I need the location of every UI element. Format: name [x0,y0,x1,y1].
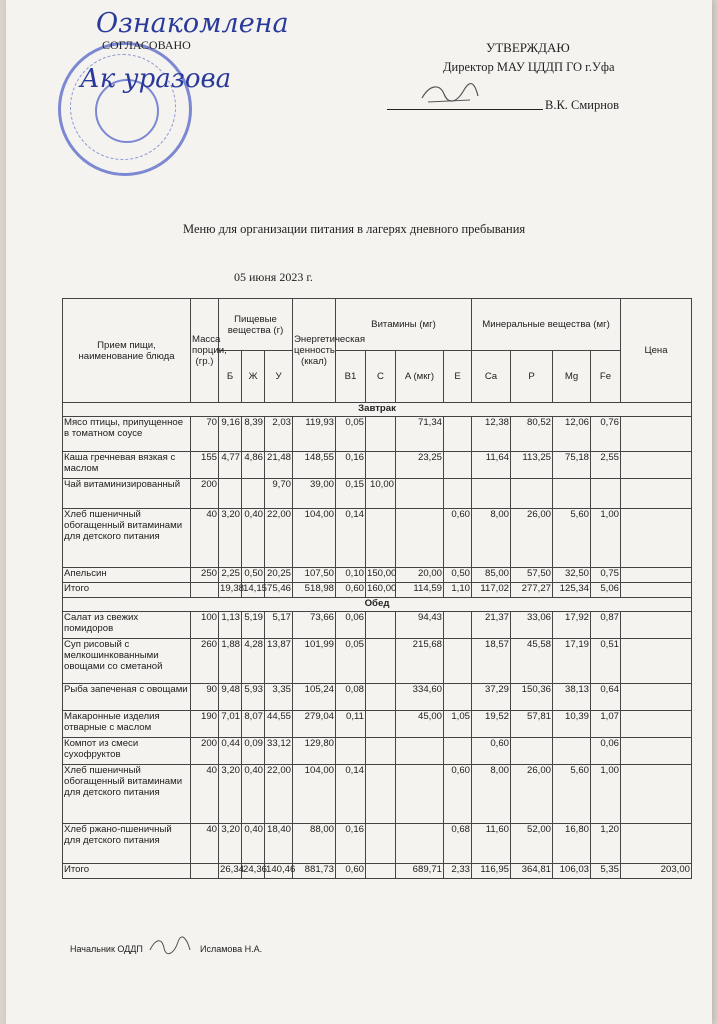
table-cell: 0,60 [444,765,472,824]
table-cell [511,479,553,509]
table-cell: 1,05 [444,711,472,738]
table-row [63,684,692,711]
table-cell [621,711,692,738]
table-cell: 1,10 [444,583,472,598]
table-cell: 881,73 [293,864,336,879]
table-cell: 5,60 [553,765,591,824]
table-cell: 3,35 [265,684,293,711]
table-cell: 20,25 [265,568,293,583]
table-cell: 8,39 [242,417,265,452]
table-cell: 5,06 [591,583,621,598]
header-price: Цена [621,299,692,403]
header-ca: Ca [472,351,511,403]
table-cell: 0,87 [591,612,621,639]
table-cell: 203,00 [621,864,692,879]
header-a: A (мкг) [396,351,444,403]
table-cell: 0,75 [591,568,621,583]
approve-label: УТВЕРЖДАЮ [486,40,570,55]
table-cell: 155 [191,452,219,479]
table-cell: 518,98 [293,583,336,598]
table-cell: 0,44 [219,738,242,765]
section-title: Завтрак [63,403,692,417]
round-stamp [58,42,192,176]
table-cell: 0,14 [336,509,366,568]
dish-name: Компот из смеси сухофруктов [63,738,191,765]
table-cell: 88,00 [293,824,336,864]
table-cell: 85,00 [472,568,511,583]
table-cell: 1,88 [219,639,242,684]
table-cell: 12,06 [553,417,591,452]
header-minerals: Минеральные вещества (мг) [472,299,621,351]
table-cell: 26,00 [511,765,553,824]
table-cell [444,417,472,452]
table-cell: 0,68 [444,824,472,864]
dish-name: Хлеб пшеничный обогащенный витаминами для детского питания [63,765,191,824]
table-row [63,479,692,509]
table-cell: 57,50 [511,568,553,583]
table-cell: 129,80 [293,738,336,765]
table-cell: 260 [191,639,219,684]
menu-table [62,298,692,879]
header-fe: Fe [591,351,621,403]
table-cell: 40 [191,824,219,864]
table-cell [366,612,396,639]
table-cell: 0,60 [472,738,511,765]
chief-signature [148,936,192,956]
table-cell: 5,93 [242,684,265,711]
table-cell [366,765,396,824]
table-row [63,612,692,639]
table-cell: 107,50 [293,568,336,583]
table-cell [444,612,472,639]
dish-name: Мясо птицы, припущенное в томатном соусе [63,417,191,452]
table-cell [366,824,396,864]
table-row [63,824,692,864]
header-vitamins: Витамины (мг) [336,299,472,351]
table-cell [511,738,553,765]
table-cell: 9,48 [219,684,242,711]
table-cell: 0,05 [336,639,366,684]
table-cell [621,824,692,864]
table-cell [444,684,472,711]
table-cell: 364,81 [511,864,553,879]
table-cell: 19,52 [472,711,511,738]
table-cell: 90 [191,684,219,711]
header-mass: Масса порции, (гр.) [191,299,219,403]
table-cell [396,824,444,864]
table-cell: 150,00 [366,568,396,583]
table-cell: 190 [191,711,219,738]
table-cell: 0,40 [242,765,265,824]
table-cell: 140,46 [265,864,293,879]
table-cell: 33,12 [265,738,293,765]
table-cell: 148,55 [293,452,336,479]
table-cell: 0,40 [242,824,265,864]
table-cell: 57,81 [511,711,553,738]
table-cell: 334,60 [396,684,444,711]
table-cell [242,479,265,509]
section-row [63,403,692,417]
table-cell: 80,52 [511,417,553,452]
table-cell: 70 [191,417,219,452]
table-cell: 33,06 [511,612,553,639]
document-title: Меню для организации питания в лагерях дневного пребывания [183,222,526,236]
table-cell: 0,50 [242,568,265,583]
table-row [63,864,692,879]
table-cell: 10,39 [553,711,591,738]
dish-name: Каша гречневая вязкая с маслом [63,452,191,479]
director-name: В.К. Смирнов [545,98,620,112]
table-cell: 101,99 [293,639,336,684]
table-cell: 0,64 [591,684,621,711]
header-u: У [265,351,293,403]
table-row [63,583,692,598]
table-cell: 200 [191,738,219,765]
table-cell: 1,20 [591,824,621,864]
handwritten-signature: Ак уразова [80,64,232,94]
director-signature [420,80,480,108]
table-cell [553,479,591,509]
table-cell [396,509,444,568]
header-nutrients: Пищевые вещества (г) [219,299,293,351]
table-cell: 5,35 [591,864,621,879]
table-row [63,568,692,583]
table-cell: 0,06 [336,612,366,639]
table-cell: 104,00 [293,509,336,568]
table-cell [621,639,692,684]
table-cell: 0,16 [336,452,366,479]
table-cell: 0,09 [242,738,265,765]
table-cell: 117,02 [472,583,511,598]
table-cell: 100 [191,612,219,639]
dish-name: Хлеб пшеничный обогащенный витаминами для детского питания [63,509,191,568]
table-cell: 0,11 [336,711,366,738]
table-cell [366,738,396,765]
table-cell: 150,36 [511,684,553,711]
table-cell [444,639,472,684]
table-cell: 21,48 [265,452,293,479]
table-cell: 17,92 [553,612,591,639]
table-cell: 26,00 [511,509,553,568]
table-cell: 1,07 [591,711,621,738]
table-cell [621,684,692,711]
table-cell [366,509,396,568]
table-cell [219,479,242,509]
table-cell: 0,14 [336,765,366,824]
header-energy: Энергетическая ценность (ккал) [293,299,336,403]
table-cell: 116,95 [472,864,511,879]
header-e: E [444,351,472,403]
table-cell: 4,28 [242,639,265,684]
table-cell: 3,20 [219,824,242,864]
table-cell: 8,00 [472,765,511,824]
table-cell: 18,57 [472,639,511,684]
table-row [63,765,692,824]
chief-label: Начальник ОДДП [70,944,143,954]
section-title: Обед [63,598,692,612]
table-cell: 5,17 [265,612,293,639]
table-cell [444,738,472,765]
table-row [63,452,692,479]
dish-name: Хлеб ржано-пшеничный для детского питания [63,824,191,864]
table-cell [336,738,366,765]
table-cell: 22,00 [265,509,293,568]
table-cell: 3,20 [219,509,242,568]
table-cell: 279,04 [293,711,336,738]
table-cell: 0,76 [591,417,621,452]
table-cell: 113,25 [511,452,553,479]
table-cell [396,479,444,509]
table-row [63,738,692,765]
table-cell: 5,19 [242,612,265,639]
table-row [63,509,692,568]
table-cell: 12,38 [472,417,511,452]
table-cell: 0,51 [591,639,621,684]
table-cell: 11,60 [472,824,511,864]
table-cell: 71,34 [396,417,444,452]
table-cell: 38,13 [553,684,591,711]
dish-name: Итого [63,864,191,879]
table-cell: 24,36 [242,864,265,879]
table-cell [444,479,472,509]
table-cell: 689,71 [396,864,444,879]
table-cell: 37,29 [472,684,511,711]
director-title: Директор МАУ ЦДДП ГО г.Уфа [443,60,615,74]
dish-name: Салат из свежих помидоров [63,612,191,639]
table-cell: 3,20 [219,765,242,824]
table-cell: 125,34 [553,583,591,598]
table-cell: 45,00 [396,711,444,738]
table-cell: 0,10 [336,568,366,583]
header-c: C [366,351,396,403]
table-cell: 20,00 [396,568,444,583]
table-cell [191,583,219,598]
table-row [63,711,692,738]
table-cell: 22,00 [265,765,293,824]
table-cell: 14,15 [242,583,265,598]
table-cell [621,765,692,824]
table-cell [591,479,621,509]
table-cell [553,738,591,765]
table-cell: 0,60 [444,509,472,568]
table-cell [396,765,444,824]
table-cell [366,417,396,452]
table-cell [444,452,472,479]
table-cell: 40 [191,765,219,824]
dish-name: Суп рисовый с мелкошинкованными овощами со сметаной [63,639,191,684]
table-cell: 17,19 [553,639,591,684]
table-cell: 9,16 [219,417,242,452]
table-cell: 75,18 [553,452,591,479]
handwritten-note: Ознакомлена [96,8,289,39]
table-cell: 39,00 [293,479,336,509]
table-row [63,639,692,684]
table-cell: 1,00 [591,509,621,568]
table-cell [621,568,692,583]
table-cell [396,738,444,765]
table-cell [472,479,511,509]
table-cell: 160,00 [366,583,396,598]
table-cell: 21,37 [472,612,511,639]
dish-name: Рыба запеченая с овощами [63,684,191,711]
table-cell: 0,60 [336,583,366,598]
table-cell [366,864,396,879]
table-cell: 18,40 [265,824,293,864]
table-cell [366,684,396,711]
table-cell [621,417,692,452]
table-cell: 16,80 [553,824,591,864]
table-cell [191,864,219,879]
table-cell: 1,00 [591,765,621,824]
header-meal: Прием пищи, наименование блюда [63,299,191,403]
header-zh: Ж [242,351,265,403]
table-cell: 73,66 [293,612,336,639]
table-cell: 0,06 [591,738,621,765]
dish-name: Макаронные изделия отварные с маслом [63,711,191,738]
table-cell: 40 [191,509,219,568]
table-cell: 8,07 [242,711,265,738]
table-cell: 2,55 [591,452,621,479]
table-cell: 0,60 [336,864,366,879]
table-cell: 0,16 [336,824,366,864]
agreed-label: СОГЛАСОВАНО [102,38,191,52]
table-cell: 23,25 [396,452,444,479]
table-cell: 250 [191,568,219,583]
table-cell [366,639,396,684]
table-cell: 4,86 [242,452,265,479]
table-cell: 13,87 [265,639,293,684]
table-cell [621,452,692,479]
header-mg: Mg [553,351,591,403]
table-cell: 19,38 [219,583,242,598]
signature-line [387,109,543,110]
table-cell: 94,43 [396,612,444,639]
document-date: 05 июня 2023 г. [234,270,313,284]
header-b: Б [219,351,242,403]
section-row [63,598,692,612]
chief-name: Исламова Н.А. [200,944,263,954]
table-cell: 4,77 [219,452,242,479]
table-cell: 44,55 [265,711,293,738]
table-cell: 0,15 [336,479,366,509]
table-cell: 0,05 [336,417,366,452]
table-row [63,417,692,452]
table-cell: 32,50 [553,568,591,583]
header-p: P [511,351,553,403]
table-cell [621,612,692,639]
table-cell [621,738,692,765]
table-cell: 26,34 [219,864,242,879]
dish-name: Апельсин [63,568,191,583]
table-cell: 0,40 [242,509,265,568]
table-cell: 119,93 [293,417,336,452]
menu-table-body [63,403,692,879]
table-cell [621,479,692,509]
table-cell: 0,08 [336,684,366,711]
table-cell: 114,59 [396,583,444,598]
table-cell: 215,68 [396,639,444,684]
table-cell [366,452,396,479]
table-cell [621,509,692,568]
table-cell: 1,13 [219,612,242,639]
table-cell: 9,70 [265,479,293,509]
table-cell: 104,00 [293,765,336,824]
table-cell: 2,33 [444,864,472,879]
table-cell [621,583,692,598]
table-cell: 0,50 [444,568,472,583]
table-cell [366,711,396,738]
table-cell: 8,00 [472,509,511,568]
table-cell: 52,00 [511,824,553,864]
table-cell: 7,01 [219,711,242,738]
table-cell: 105,24 [293,684,336,711]
table-cell: 11,64 [472,452,511,479]
table-cell: 2,25 [219,568,242,583]
table-cell: 75,46 [265,583,293,598]
table-cell: 10,00 [366,479,396,509]
dish-name: Итого [63,583,191,598]
table-cell: 200 [191,479,219,509]
table-cell: 277,27 [511,583,553,598]
table-cell: 45,58 [511,639,553,684]
header-b1: B1 [336,351,366,403]
table-cell: 106,03 [553,864,591,879]
dish-name: Чай витаминизированный [63,479,191,509]
table-cell: 2,03 [265,417,293,452]
table-cell: 5,60 [553,509,591,568]
